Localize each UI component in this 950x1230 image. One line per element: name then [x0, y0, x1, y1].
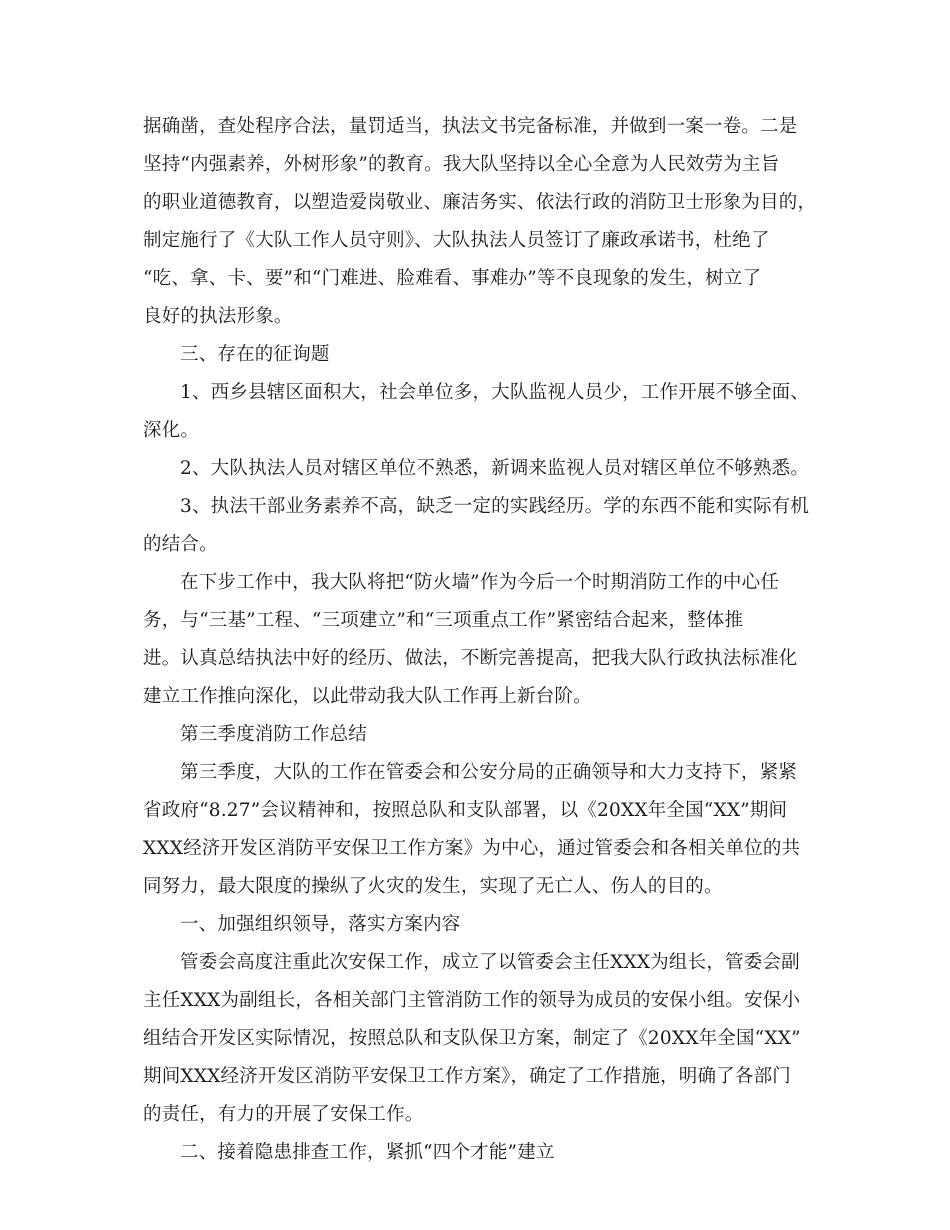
- text-line: 的职业道德教育，以塑造爱岗敬业、廉洁务实、依法行政的消防卫士形象为目的，: [143, 192, 817, 213]
- text-line: 务，与“三基”工程、“三项建立”和“三项重点工作”紧密结合起来，整体推: [143, 610, 744, 631]
- text-line: 良好的执法形象。: [143, 306, 293, 327]
- text-line: 期间XXX经济开发区消防平安保卫工作方案》，确定了工作措施，明确了各部门: [143, 1066, 791, 1087]
- section-heading: 一、加强组织领导，落实方案内容: [180, 914, 461, 935]
- text-line: 第三季度，大队的工作在管委会和公安分局的正确领导和大力支持下，紧紧: [180, 762, 798, 783]
- text-line: “吃、拿、卡、要”和“门难进、脸难看、事难办”等不良现象的发生，树立了: [143, 268, 762, 289]
- section-heading: 三、存在的征询题: [180, 344, 330, 365]
- text-line: 1、西乡县辖区面积大，社会单位多，大队监视人员少，工作开展不够全面、: [180, 382, 810, 403]
- text-line: 在下步工作中，我大队将把“防火墙”作为今后一个时期消防工作的中心任: [180, 572, 780, 593]
- text-line: 的责任，有力的开展了安保工作。: [143, 1104, 424, 1125]
- text-line: 制定施行了《大队工作人员守则》、大队执法人员签订了廉政承诺书，杜绝了: [143, 230, 770, 251]
- text-line: 建立工作推向深化，以此带动我大队工作再上新台阶。: [143, 686, 592, 707]
- text-line: 2、大队执法人员对辖区单位不熟悉，新调来监视人员对辖区单位不够熟悉。: [180, 458, 810, 479]
- text-line: XXX经济开发区消防平安保卫工作方案》为中心，通过管委会和各相关单位的共: [143, 838, 801, 859]
- section-heading: 第三季度消防工作总结: [180, 724, 368, 745]
- text-line: 管委会高度注重此次安保工作，成立了以管委会主任XXX为组长，管委会副: [180, 952, 800, 973]
- text-line: 据确凿，查处程序合法，量罚适当，执法文书完备标准，并做到一案一卷。二是: [143, 116, 798, 137]
- text-line: 组结合开发区实际情况，按照总队和支队保卫方案，制定了《20XX年全国“XX”: [143, 1028, 801, 1049]
- text-line: 深化。: [143, 420, 200, 441]
- text-line: 同努力，最大限度的操纵了火灾的发生，实现了无亡人、伤人的目的。: [143, 876, 723, 897]
- text-line: 3、执法干部业务素养不高，缺乏一定的实践经历。学的东西不能和实际有机: [180, 496, 810, 517]
- text-line: 坚持“内强素养，外树形象”的教育。我大队坚持以全心全意为人民效劳为主旨: [143, 154, 780, 175]
- text-line: 省政府“8.27”会议精神和，按照总队和支队部署，以《20XX年全国“XX”期间: [143, 800, 788, 821]
- text-line: 主任XXX为副组长，各相关部门主管消防工作的领导为成员的安保小组。安保小: [143, 990, 801, 1011]
- section-heading: 二、接着隐患排查工作，紧抓“四个才能”建立: [180, 1142, 555, 1163]
- text-line: 的结合。: [143, 534, 218, 555]
- text-line: 进。认真总结执法中好的经历、做法，不断完善提高，把我大队行政执法标准化: [143, 648, 798, 669]
